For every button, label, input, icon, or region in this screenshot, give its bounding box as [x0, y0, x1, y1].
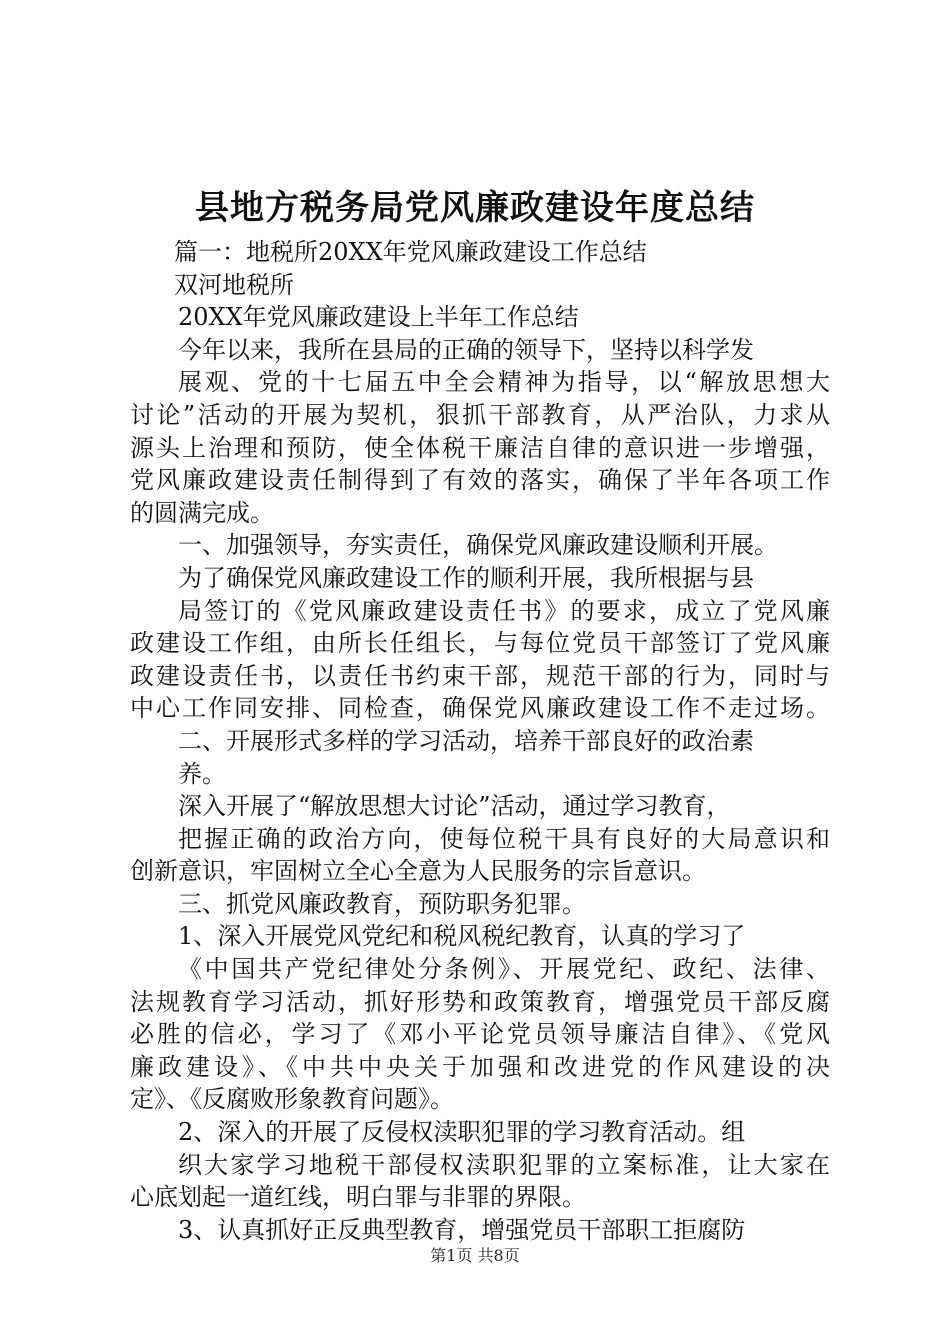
- text-line: 为了确保党风廉政建设工作的顺利开展，我所根据与县: [178, 563, 754, 592]
- text-line: 织大家学习地税干部侵权渎职犯罪的立案标准，让大家在: [178, 1150, 830, 1179]
- text-line: 讨论”活动的开展为契机，狠抓干部教育，从严治队，力求从: [130, 400, 830, 429]
- text-line: 20XX年党风廉政建设上半年工作总结: [178, 303, 579, 332]
- text-line: 展观、党的十七届五中全会精神为指导，以“解放思想大: [178, 368, 830, 397]
- section-heading: 三、抓党风廉政教育，预防职务犯罪。: [178, 889, 586, 918]
- document-title: 县地方税务局党风廉政建设年度总结: [195, 188, 755, 228]
- text-line: 《中国共产党纪律处分条例》、开展党纪、政纪、法律、: [178, 955, 830, 984]
- text-line: 定》、《反腐败形象教育问题》。: [130, 1085, 454, 1114]
- text-line: 的圆满完成。: [130, 498, 274, 527]
- text-line: 心底划起一道红线，明白罪与非罪的界限。: [130, 1183, 586, 1212]
- text-line: 创新意识，牢固树立全心全意为人民服务的宗旨意识。: [130, 857, 706, 886]
- section-heading: 二、开展形式多样的学习活动，培养干部良好的政治素: [178, 726, 754, 755]
- text-line: 篇一：地税所20XX年党风廉政建设工作总结: [174, 238, 647, 266]
- section-heading: 养。: [178, 759, 226, 788]
- text-line: 法规教育学习活动，抓好形势和政策教育，增强党员干部反腐: [130, 987, 830, 1016]
- text-line: 政建设工作组，由所长任组长，与每位党员干部签订了党风廉: [130, 629, 830, 658]
- text-line: 党风廉政建设责任制得到了有效的落实，确保了半年各项工作: [130, 466, 830, 495]
- text-line: 中心工作同安排、同检查，确保党风廉政建设工作不走过场。: [130, 694, 830, 723]
- text-line: 3、认真抓好正反典型教育，增强党员干部职工拒腐防: [178, 1215, 746, 1244]
- text-line: 源头上治理和预防，使全体税干廉洁自律的意识进一步增强，: [130, 433, 830, 462]
- text-line: 把握正确的政治方向，使每位税干具有良好的大局意识和: [178, 824, 830, 853]
- text-line: 2、深入的开展了反侵权渎职犯罪的学习教育活动。组: [178, 1118, 746, 1147]
- text-line: 深入开展了“解放思想大讨论”活动，通过学习教育，: [178, 792, 731, 821]
- document-body: [130, 236, 830, 1246]
- text-line: 局签订的《党风廉政建设责任书》的要求，成立了党风廉: [178, 596, 830, 625]
- text-line: 廉政建设》、《中共中央关于加强和改进党的作风建设的决: [130, 1052, 830, 1081]
- page-number-footer: 第1页 共8页: [430, 1246, 520, 1265]
- text-line: 今年以来，我所在县局的正确的领导下，坚持以科学发: [178, 335, 754, 364]
- text-line: 必胜的信必，学习了《邓小平论党员领导廉洁自律》、《党风: [130, 1020, 830, 1049]
- text-line: 政建设责任书，以责任书约束干部，规范干部的行为，同时与: [130, 661, 830, 690]
- text-line: 1、深入开展党风党纪和税风税纪教育，认真的学习了: [178, 922, 746, 951]
- section-heading: 一、加强领导，夯实责任，确保党风廉政建设顺利开展。: [178, 531, 778, 560]
- text-line: 双河地税所: [174, 270, 294, 299]
